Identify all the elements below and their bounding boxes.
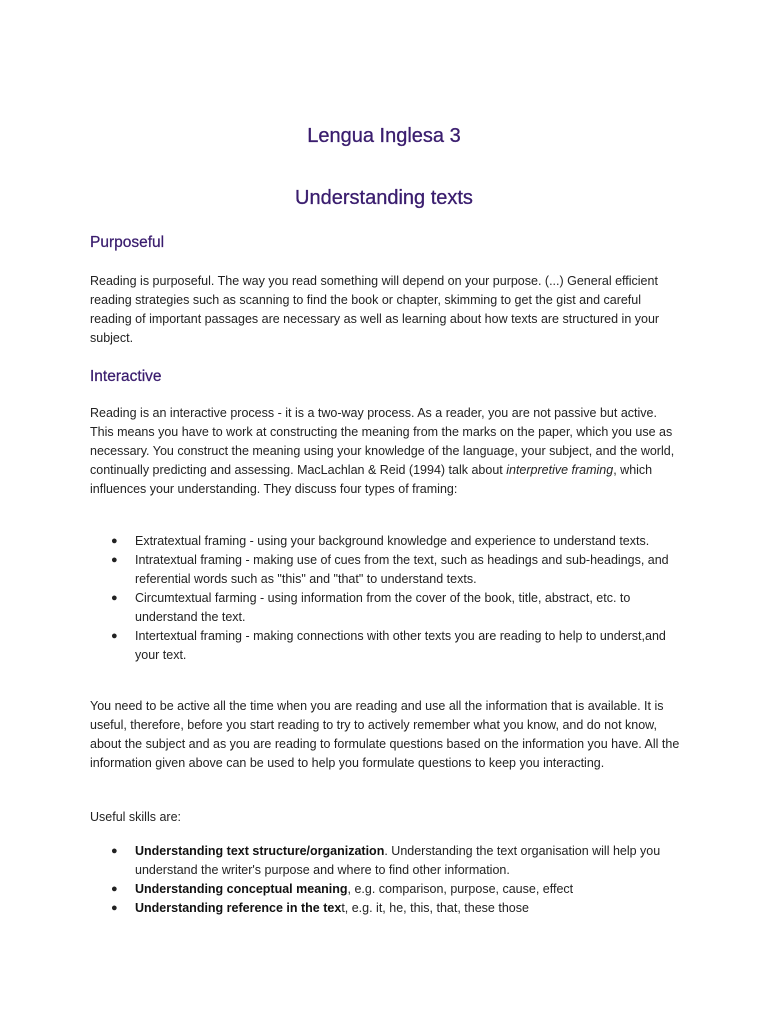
list-item (90, 880, 680, 899)
document-title: Lengua Inglesa 3 (307, 125, 461, 147)
list-item (90, 899, 680, 918)
list-item-text: Intratextual framing - making use of cues from the text, such as headings and sub-headings, and referential words such as "this" and "that" to understand texts. (135, 553, 669, 586)
list-item-text: Extratextual framing - using your background knowledge and experience to understand texts. (135, 534, 650, 548)
interactive-paragraph-start: Reading is an interactive process - it is a two-way process. As a reader, you are not passive but active. This means you have to work at constructing the meaning from the marks on the paper, which you use as necessary. You construct the meaning using your knowledge of the language, your subject, and the world, continually predicting and assessing. MacLachlan & Reid (1994) talk about (90, 406, 675, 477)
section-heading-interactive: Interactive (90, 368, 162, 385)
useful-skills-list (90, 842, 680, 918)
list-item-text: Circumtextual farming - using information from the cover of the book, title, abstract, etc. to understand the text. (135, 591, 631, 624)
framing-types-list (90, 532, 680, 665)
document-subtitle: Understanding texts (295, 187, 473, 209)
skill-name: Understanding text structure/organization (135, 844, 385, 858)
bullet-icon: ● (111, 535, 118, 547)
interactive-paragraph (90, 404, 680, 499)
list-item (90, 627, 680, 665)
active-reading-paragraph: You need to be active all the time when you are reading and use all the information that is available. It is useful, therefore, before you start reading to try to actively remember what you know, and do not know, about the subject and as you are reading to formulate questions based on the information you have. All the information given above can be used to help you formulate questions to keep you interacting. (90, 699, 680, 770)
skill-description: , e.g. comparison, purpose, cause, effect (347, 882, 574, 896)
list-item (90, 532, 680, 551)
skill-description: t, e.g. it, he, this, that, these those (341, 901, 529, 915)
list-item (90, 589, 680, 627)
bullet-icon: ● (111, 592, 118, 604)
skill-name: Understanding conceptual meaning (135, 882, 348, 896)
bullet-icon: ● (111, 902, 118, 914)
bullet-icon: ● (111, 883, 118, 895)
list-item (90, 842, 680, 880)
skill-description: . Understanding the text organisation will help you understand the writer's purpose and where to find other information. (135, 844, 661, 877)
section-heading-purposeful: Purposeful (90, 234, 165, 251)
interactive-paragraph-end: , which influences your understanding. They discuss four types of framing: (90, 463, 653, 496)
list-item-text: Intertextual framing - making connections with other texts you are reading to help to underst,and your text. (135, 629, 666, 662)
useful-skills-intro: Useful skills are: (90, 810, 181, 824)
list-item (90, 551, 680, 589)
purposeful-paragraph: Reading is purposeful. The way you read something will depend on your purpose. (...) General efficient reading strategies such as scanning to find the book or chapter, skimming to get the gist and careful reading of important passages are necessary as well as learning about how texts are structured in your subject. (90, 274, 660, 345)
bullet-icon: ● (111, 845, 118, 857)
bullet-icon: ● (111, 630, 118, 642)
interpretive-framing-term: interpretive framing (506, 463, 614, 477)
skill-name: Understanding reference in the tex (135, 901, 342, 915)
bullet-icon: ● (111, 554, 118, 566)
